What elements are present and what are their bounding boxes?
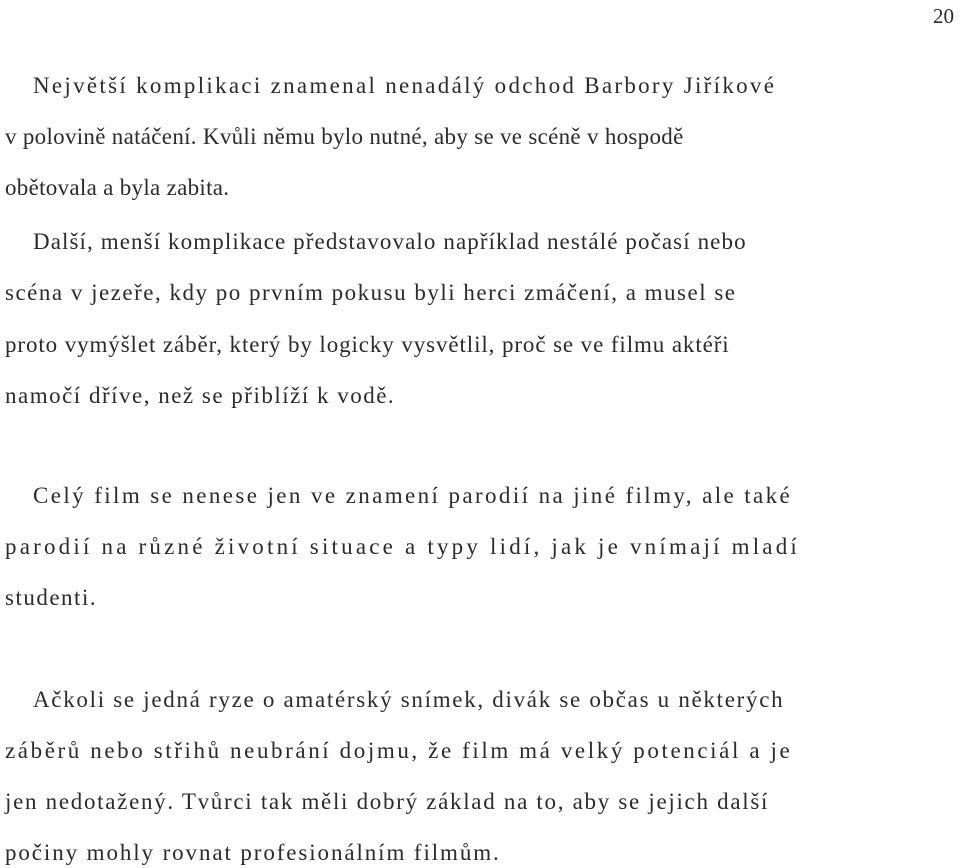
text-line: studenti. — [5, 585, 98, 610]
text-line: jen nedotažený. Tvůrci tak měli dobrý základ na to, aby se jejich další — [5, 789, 770, 814]
text-line: scéna v jezeře, kdy po prvním pokusu byli herci zmáčení, a musel se — [5, 280, 737, 305]
text-line: Ačkoli se jedná ryze o amatérský snímek, divák se občas u některých — [33, 687, 785, 712]
text-line: obětovala a byla zabita. — [5, 175, 230, 200]
text-line: proto vymýšlet záběr, který by logicky vysvětlil, proč se ve filmu aktéři — [5, 332, 730, 357]
text-line: Celý film se nenese jen ve znamení parodií na jiné filmy, ale také — [33, 483, 793, 508]
text-line: záběrů nebo střihů neubrání dojmu, že film má velký potenciál a je — [5, 738, 793, 763]
text-line: Největší komplikaci znamenal nenadálý odchod Barbory Jiříkové — [33, 73, 777, 98]
text-line: parodií na různé životní situace a typy lidí, jak je vnímají mladí — [5, 534, 800, 559]
text-line: v polovině natáčení. Kvůli němu bylo nutné, aby se ve scéně v hospodě — [5, 124, 684, 149]
text-line: namočí dříve, než se přiblíží k vodě. — [5, 383, 396, 408]
text-line: počiny mohly rovnat profesionálním filmům. — [5, 840, 501, 865]
text-line: Další, menší komplikace představovalo například nestálé počasí nebo — [33, 229, 747, 254]
page-number: 20 — [933, 4, 954, 28]
